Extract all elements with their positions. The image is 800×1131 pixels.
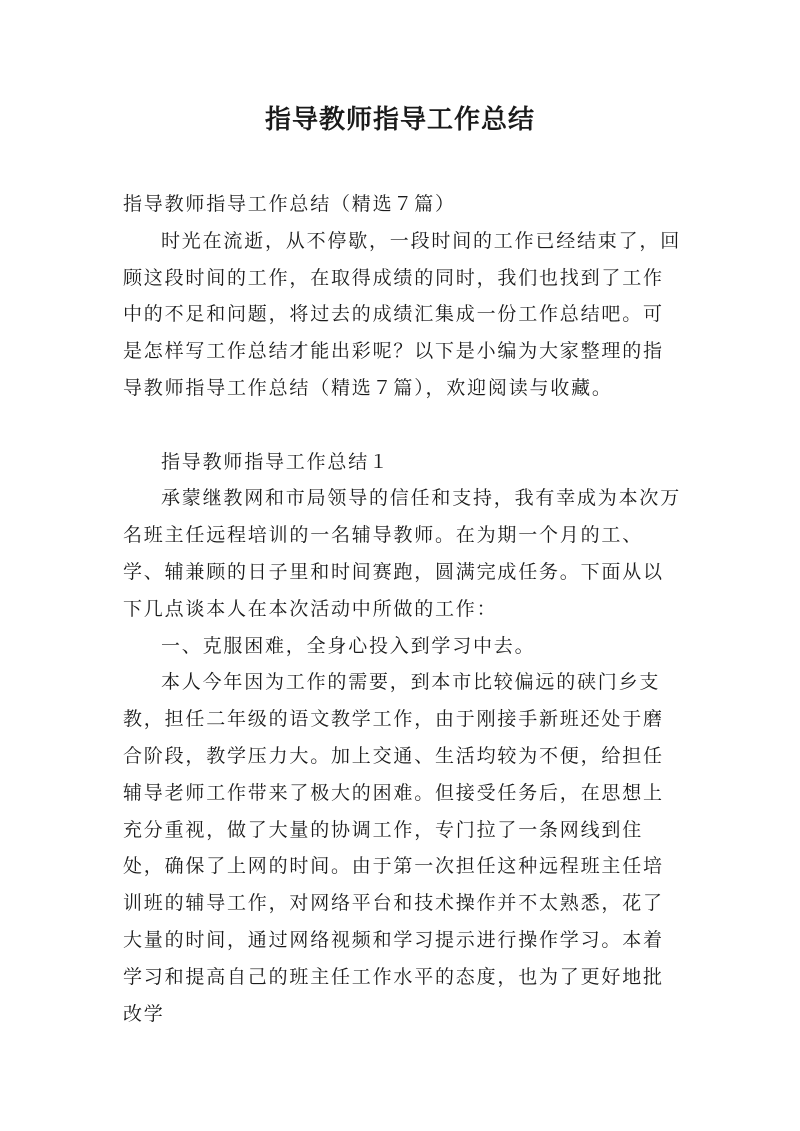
section-heading: 指导教师指导工作总结１ bbox=[161, 450, 390, 473]
document-subtitle: 指导教师指导工作总结（精选７篇） bbox=[123, 193, 456, 215]
document-title: 指导教师指导工作总结 bbox=[264, 105, 535, 135]
body-paragraph: 承蒙继教网和市局领导的信任和支持，我有幸成为本次万名班主任远程培训的一名辅导教师。在为期一个月的工、学、辅兼顾的日子里和时间赛跑，圆满完成任务。下面从以下几点谈本人在本次活动中所做的工作： bbox=[123, 487, 682, 620]
body-paragraph: 本人今年因为工作的需要，到本市比较偏远的硖门乡支教，担任二年级的语文教学工作，由于刚接手新班还处于磨合阶段，教学压力大。加上交通、生活均较为不便，给担任辅导老师工作带来了极大的困难。但接受任务后，在思想上充分重视，做了大量的协调工作，专门拉了一条网线到住处，确保了上网的时间。由于第一次担任这种远程班主任培训班的辅导工作，对网络平台和技术操作并不太熟悉，花了大量的时间，通过网络视频和学习提示进行操作学习。本着学习和提高自己的班主任工作水平的态度，也为了更好地批改学 bbox=[123, 671, 664, 1025]
intro-paragraph: 时光在流逝，从不停歇，一段时间的工作已经结束了，回顾这段时间的工作，在取得成绩的同时，我们也找到了工作中的不足和问题，将过去的成绩汇集成一份工作总结吧。可是怎样写工作总结才能出彩呢？以下是小编为大家整理的指导教师指导工作总结（精选７篇），欢迎阅读与收藏。 bbox=[123, 229, 682, 399]
document-body bbox=[123, 186, 681, 1032]
paragraph-spacer bbox=[123, 407, 681, 444]
point-heading: 一、克服困难，全身心投入到学习中去。 bbox=[161, 634, 536, 657]
